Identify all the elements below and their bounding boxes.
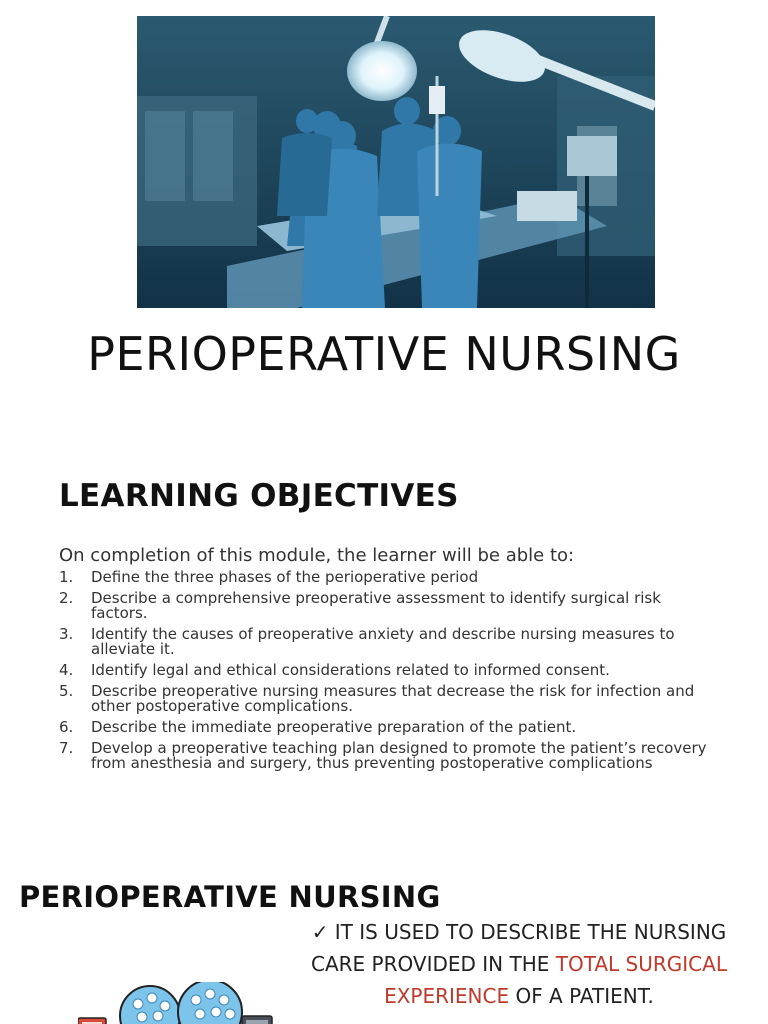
learning-objectives-heading: LEARNING OBJECTIVES [59,478,459,514]
objective-number: 1. [59,568,74,586]
definition-part-1: IT IS USED TO DESCRIBE THE NURSING CARE PROVIDED IN THE [311,920,727,976]
objectives-list [59,570,719,777]
check-mark-icon: ✓ [311,920,329,944]
objective-item [59,627,719,657]
definition-text [290,916,748,1012]
objective-number: 4. [59,661,74,679]
surgical-lights-icon [78,982,278,1024]
operating-room-photo [137,16,655,308]
objective-item [59,720,719,735]
definition-part-2: OF A PATIENT. [509,984,654,1008]
definition-highlight: TOTAL SURGICAL EXPERIENCE [384,952,727,1008]
objective-text: Develop a preoperative teaching plan designed to promote the patient’s recovery from anesthesia and surgery, thus preventing postoperative complications [91,739,707,772]
objective-item [59,591,719,621]
objective-text: Identify legal and ethical considerations related to informed consent. [91,661,610,679]
objective-number: 2. [59,589,74,607]
objective-text: Define the three phases of the perioperative period [91,568,479,586]
objective-item [59,684,719,714]
objectives-intro: On completion of this module, the learner will be able to: [59,545,575,566]
objective-item [59,570,719,585]
objective-text: Describe a comprehensive preoperative assessment to identify surgical risk factors. [91,589,661,622]
objective-number: 6. [59,718,74,736]
objective-number: 5. [59,682,74,700]
objective-text: Describe preoperative nursing measures that decrease the risk for infection and other postoperative complications. [91,682,695,715]
objective-item [59,663,719,678]
objective-number: 7. [59,739,74,757]
perioperative-nursing-heading: PERIOPERATIVE NURSING [19,880,441,914]
objective-text: Identify the causes of preoperative anxiety and describe nursing measures to alleviate it. [91,625,675,658]
objective-text: Describe the immediate preoperative preparation of the patient. [91,718,577,736]
objective-number: 3. [59,625,74,643]
objective-item [59,741,719,771]
presentation-title: PERIOPERATIVE NURSING [87,327,681,381]
